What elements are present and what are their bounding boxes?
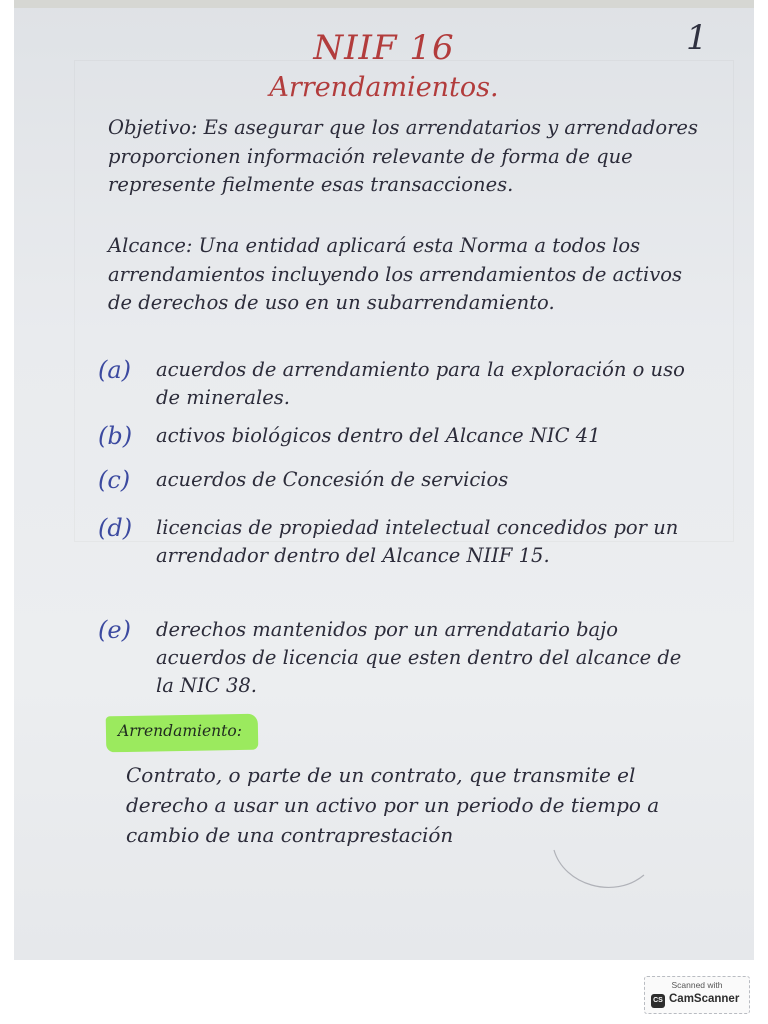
list-marker: (d) — [98, 514, 133, 542]
pencil-arc-mark — [544, 830, 654, 900]
list-item-text: licencias de propiedad intelectual concedidos por un arrendador dentro del Alcance NIIF 15. — [156, 516, 679, 567]
watermark-caption: Scanned with — [671, 980, 723, 990]
objetivo-label: Objetivo: — [108, 116, 198, 139]
list-marker: (e) — [98, 616, 131, 644]
list-item — [98, 422, 718, 450]
page-subtitle: Arrendamientos. — [269, 72, 499, 103]
alcance-text: Una entidad aplicará esta Norma a todos los arrendamientos incluyendo los arrendamientos de activos de derechos de uso en un subarrendamiento. — [108, 234, 683, 314]
list-item — [98, 514, 718, 570]
definition-label: Arrendamiento: — [118, 722, 242, 740]
watermark-brand: CamScanner — [669, 993, 740, 1005]
page-title: NIIF 16 — [313, 28, 455, 68]
list-item — [98, 466, 718, 494]
scanned-page — [14, 0, 754, 960]
camscanner-watermark — [644, 976, 750, 1014]
list-item — [98, 616, 718, 700]
list-item-text: acuerdos de Concesión de servicios — [156, 468, 509, 491]
list-marker: (a) — [98, 356, 132, 384]
list-marker: (c) — [98, 466, 131, 494]
list-item — [98, 356, 718, 412]
list-item-text: activos biológicos dentro del Alcance NIC 41 — [156, 424, 601, 447]
definition-paragraph: Contrato, o parte de un contrato, que transmite el derecho a usar un activo por un periodo de tiempo a cambio de una contraprestación — [126, 763, 660, 847]
list-marker: (b) — [98, 422, 133, 450]
objetivo-paragraph — [108, 114, 708, 200]
alcance-label: Alcance: — [108, 234, 193, 257]
page-top-edge — [14, 0, 754, 8]
camscanner-logo-icon: CS — [651, 994, 665, 1008]
objetivo-text: Es asegurar que los arrendatarios y arrendadores proporcionen información relevante de forma de que represente fielmente esas transacciones. — [108, 116, 698, 196]
list-item-text: derechos mantenidos por un arrendatario bajo acuerdos de licencia que esten dentro del alcance de la NIC 38. — [156, 618, 682, 697]
page-number: 1 — [686, 18, 708, 58]
list-item-text: acuerdos de arrendamiento para la exploración o uso de minerales. — [156, 358, 685, 409]
alcance-paragraph — [108, 232, 708, 318]
